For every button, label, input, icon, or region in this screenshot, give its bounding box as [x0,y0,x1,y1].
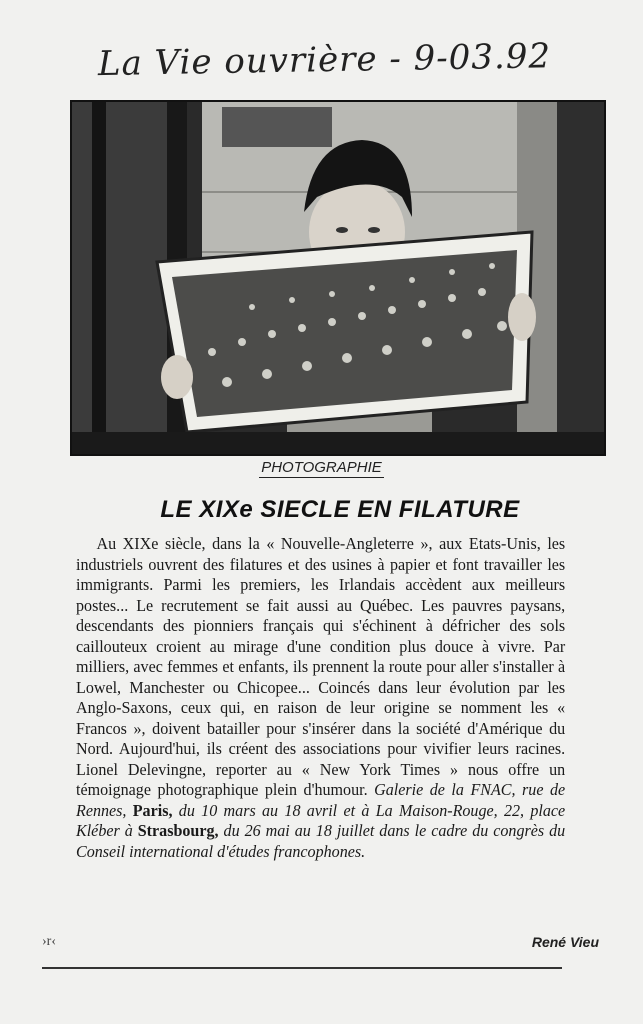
kicker-label: PHOTOGRAPHIE [261,459,382,476]
bottom-rule [42,967,562,969]
exhibition-info-part-2: du 10 mars au 18 avril et à La Maison-Rouge, 22, place Kléber à [76,800,566,840]
handwritten-source-note: La Vie ouvrière - 9-03.92 [97,36,552,85]
article-byline: René Vieu [531,934,599,950]
exhibition-info-part-1: Galerie de la FNAC, rue de Rennes, [76,780,566,820]
margin-mark: ›r‹ [42,934,56,949]
article-photo [70,100,606,456]
article-headline: LE XIXe SIECLE EN FILATURE [160,496,520,523]
article-kicker [0,459,643,476]
exhibition-city-strasbourg: Strasbourg, [137,821,219,840]
photo-child-holding-panoramic-picture [72,102,604,454]
article-body [76,534,565,862]
exhibition-city-paris: Paris, [132,800,173,820]
exhibition-info-part-3: du 26 mai au 18 juillet dans le cadre du congrès du Conseil international d'études francophones. [76,821,566,861]
article-body-text: Au XIXe siècle, dans la « Nouvelle-Angleterre », aux Etats-Unis, les industriels ouvrent des filatures et des usines à papier et font travailler les immigrants. Parmi les premiers, les Irlandais accèdent aux meilleurs postes... Le recrutement se fait aussi au Québec. Les pauvres paysans, descendants des pionniers français qui s'échinent à défricher des sols caillouteux croient au mirage d'une condition plus douce à vivre. Par milliers, avec femmes et enfants, ils prennent la route pour aller s'installer à Lowel, Manchester ou Chicopee... Coincés dans leur évolution par les Anglo-Saxons, ceux qui, en raison de leur origine se nomment les « Francos », doivent batailler pour s'insérer dans la société d'Amérique du Nord. Aujourd'hui, ils créent des associations pour vivifier leurs racines. Lionel Delevingne, reporter au « New York Times » nous offre un témoignage photographique plein d'humour. [76,534,566,799]
